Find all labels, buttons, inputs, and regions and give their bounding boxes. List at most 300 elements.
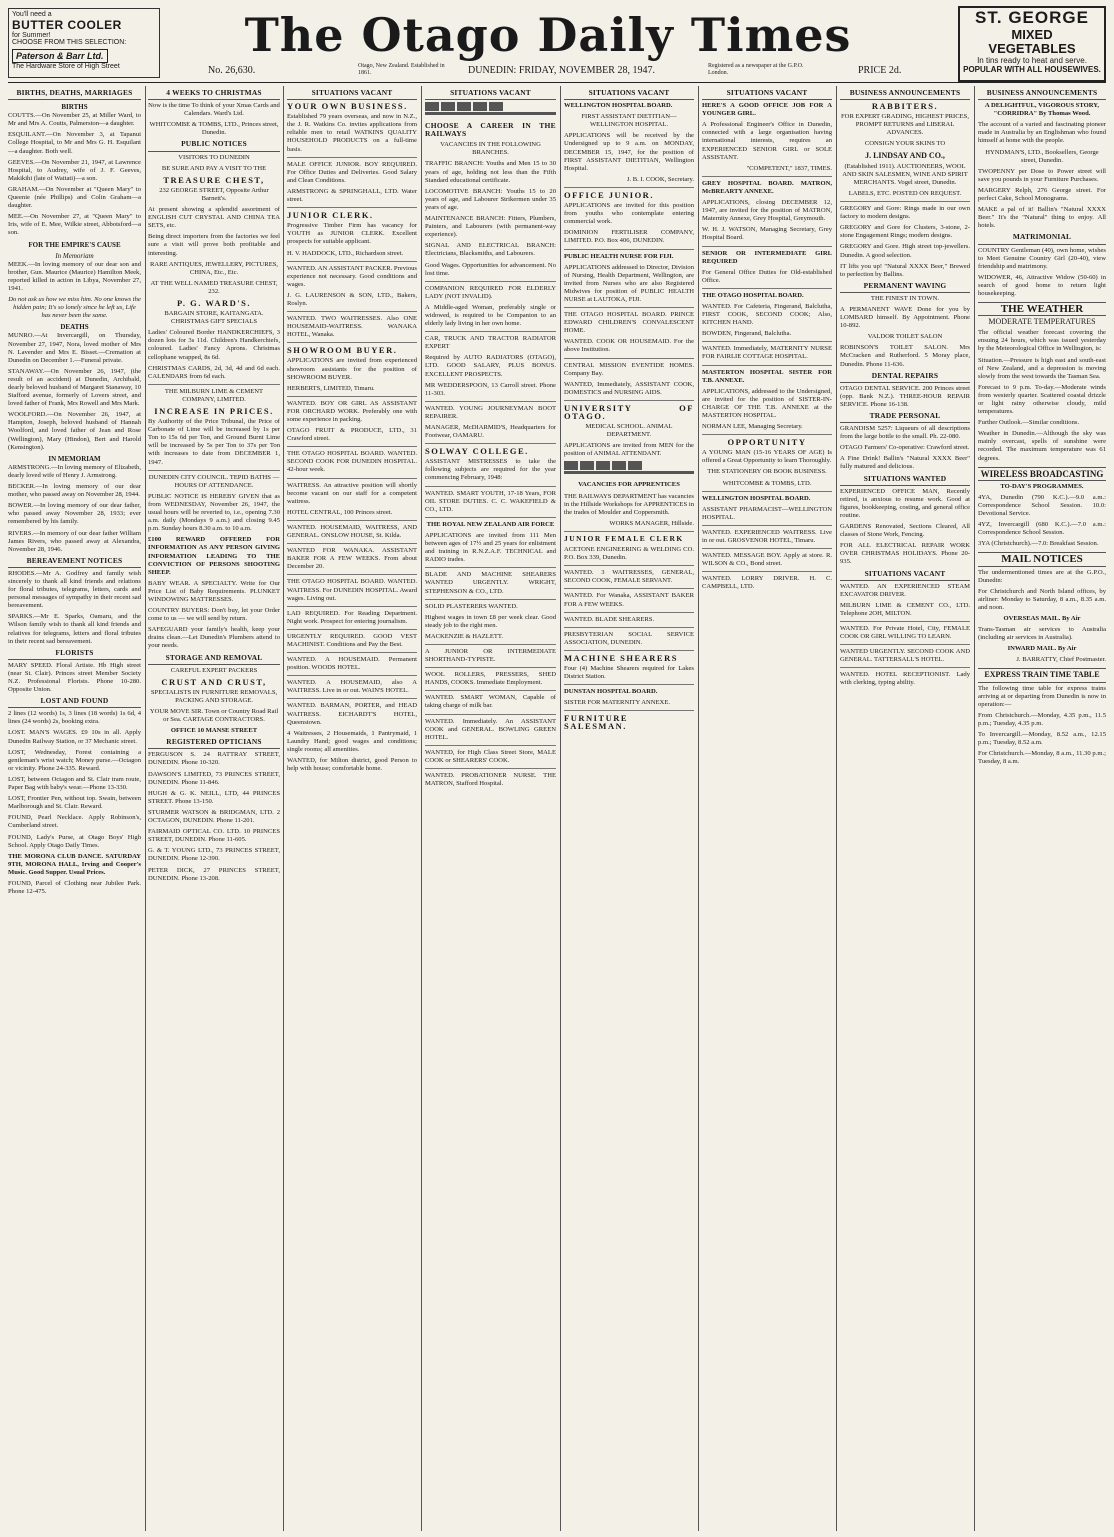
divider: [702, 288, 832, 289]
notice: Progressive Timber Firm has vacancy for YOUTH as JUNIOR CLERK. Excellent prospects for suitable applicant.: [287, 222, 417, 246]
ad-left-headline: BUTTER COOLER: [12, 18, 122, 32]
divider: [425, 401, 556, 402]
notice-title: OPPORTUNITY: [727, 437, 807, 448]
notice: URGENTLY REQUIRED. GOOD VEST MACHINIST. Conditions and Pay the Best.: [287, 632, 417, 648]
divider: [287, 261, 417, 262]
notice: MARGERY Relph, 276 George street. For perfect Cake, School Monograms.: [978, 186, 1106, 203]
column-7: [840, 86, 970, 1531]
notice: INWARD MAIL. By Air: [1007, 645, 1077, 653]
notice: PUBLIC NOTICE IS HEREBY GIVEN that as from WEDNESDAY, November 26, 1947, the usual hours will be reverted to, i.e., opening 7.30 a.m. daily (Mondays 9 a.m.) and closing 9.45 p.m. Sunday hours 8.30 a.m. to 10 a.m.: [148, 492, 280, 533]
notice: BARGAIN STORE, KAITANGATA. CHRISTMAS GIFT SPECIALS: [164, 310, 264, 326]
divider: [564, 650, 694, 651]
notice: WAITRESS. An attractive position will shortly become vacant on our staff for a competent waitress.: [287, 481, 417, 505]
notice: WHITCOMBE & TOMBS, LTD., Princes street, Dunedin.: [149, 121, 279, 137]
divider: [840, 621, 970, 622]
divider: [425, 281, 556, 282]
notice: LOST, Frontier Pen, without top. Swain, between Marlborough and St. Clair. Reward.: [8, 795, 141, 811]
notice: For General Office Duties for Old-established Office.: [702, 268, 832, 284]
notice: HYNDMAN'S, LTD., Booksellers, George street, Dunedin.: [985, 148, 1099, 164]
notice: THE OTAGO HOSPITAL BOARD.: [702, 291, 804, 299]
notice: A JUNIOR OR INTERMEDIATE SHORTHAND-TYPISTE.: [425, 647, 556, 664]
divider: [564, 187, 694, 188]
notice: FERGUSON S. 24 RATTRAY STREET, DUNEDIN. Phone 10-320.: [148, 751, 280, 767]
divider: [564, 612, 694, 613]
notice-title: P. G. WARD'S.: [176, 297, 252, 308]
notice: THE RAILWAYS DEPARTMENT has vacancies in the Hillside Workshops for APPRENTICES in the trades of Moulder and Coppersmith.: [564, 492, 694, 516]
notice: £100 REWARD OFFERED FOR INFORMATION AS ANY PERSON GIVING INFORMATION LEADING TO THE CONVICTION OF PERSONS SHOOTING SHEEP.: [148, 536, 280, 576]
notice: SISTER FOR MATERNITY ANNEXE.: [564, 699, 670, 707]
divider: [564, 588, 694, 589]
divider: [148, 470, 280, 471]
notice: WORKS MANAGER, Hillside.: [609, 519, 694, 527]
notice: VACANCIES IN THE FOLLOWING BRANCHES.: [440, 141, 541, 157]
notice: MUNRO.—At Invercargill, on Thursday, November 27, 1947, Nora, loved mother of Mrs N. Lavender and Mrs E. Bisset.—Cremation at Dunedin on December 1.—Funeral private.: [8, 332, 141, 364]
divider: [287, 478, 417, 479]
notice: APPLICATIONS, addressed to the Undersigned, are invited for the position of SISTER-IN-CHARGE OF THE T.B. ANNEXE at the MASTERTON HOSPITAL.: [702, 387, 832, 419]
ad-right-line: VEGETABLES: [988, 41, 1076, 56]
ad-left-brand: Paterson & Barr Ltd.: [12, 49, 108, 63]
notice: MEEK.—In loving memory of our dear son and brother, Gun. Maurice (Maurice) Hamilton Meek, reported killed in action in Libya, November 27, 1941.: [8, 260, 141, 292]
notice: COMPANION REQUIRED FOR ELDERLY LADY (NOT INVALID).: [425, 284, 556, 300]
notice: A PERMANENT WAVE Done for you by LOMBARD himself. By Appointment. Phone 10-892.: [840, 305, 970, 330]
notice: MR WEDDERSPOON, 13 Carroll street. Phone 11-303.: [425, 381, 556, 397]
notice: J. BARRATTY, Chief Postmaster.: [1016, 656, 1106, 664]
column-8: [978, 86, 1106, 1531]
notice: WANTED. SMART YOUTH, 17-18 Years, FOR OIL STORE DUTIES. C. C. WAKEFIELD & CO., LTD.: [425, 489, 556, 513]
notice: Being direct importers from the factories we feel sure a visit will prove both profitable and interesting.: [148, 233, 280, 257]
notice: SOLID PLASTERERS WANTED.: [425, 602, 518, 610]
notice: Trans-Tasman air services to Australia (including air services in Australia).: [978, 626, 1106, 642]
notice: J. B. I. COOK, Secretary.: [626, 175, 694, 183]
notice: HOTEL CENTRAL, 100 Princes street.: [287, 508, 393, 516]
notice: By Authority of the Price Tribunal, the Price of Carbonate of Lime will be increased by 1s per Ton to 15s 6d per Ton, and Ground Burnt Lime will be increased by 5s per Ton to 37s per Ton with increases to date from DECEMBER 1, 1947.: [148, 418, 280, 466]
notice: ASSISTANT MISTRESSES to take the following subjects are required for the year commencing February, 1948:: [425, 458, 556, 482]
divider: [425, 331, 556, 332]
notice: THE OTAGO HOSPITAL BOARD. WANTED. WAITRESS. For DUNEDIN HOSPITAL. Award wages. Living out.: [287, 578, 417, 602]
notice: SIGNAL AND ELECTRICAL BRANCH: Electricians, Blacksmiths, and Labourers.: [425, 242, 556, 258]
notice: STANAWAY.—On November 26, 1947, (the result of an accident) at Dunedin, Archibald, dearly beloved husband of Margaret Stanaway, 10 Stafford avenue, formerly of Lovers street, and loved father of Frank, Mrs Rowell and Mrs Mark.: [8, 367, 141, 408]
notice: IT lifts you up! "Natural XXXX Beer," Brewed to perfection by Ballins.: [840, 262, 970, 278]
subheading: IN MEMORIAM: [48, 454, 101, 463]
notice: ARMSTRONG & SPRINGHALL, LTD. Water street.: [287, 187, 417, 204]
subheading: In Memoriam: [55, 251, 94, 260]
notice: WANTED. COOK OR HOUSEMAID. For the above Institution.: [564, 338, 694, 354]
notice: OVERSEAS MAIL. By Air: [1003, 614, 1081, 622]
divider: [425, 486, 556, 487]
divider: [287, 157, 417, 158]
notice: Established 79 years overseas, and now in N.Z., the J. R. Watkins Co. invites applications from reliable men to retail WATKINS QUALITY HOUSEHOLD PRODUCTS on a full-time basis.: [287, 113, 417, 153]
ad-left-line: CHOOSE FROM THIS SELECTION:: [12, 39, 127, 46]
notice: WANTED. BLADE SHEARERS.: [564, 615, 655, 623]
notice: DUNEDIN CITY COUNCIL. TEPID BATHS — HOURS OF ATTENDANCE.: [148, 473, 280, 489]
notice: ROBINSON'S TOILET SALON. Mrs McCracken and Rutherford. 5 Moray place, Dunedin. Phone 11-636.: [840, 344, 970, 368]
column-rule: [283, 86, 284, 1531]
notice: WANTED. Immediately. An ASSISTANT COOK and GENERAL. BOWLING GREEN HOTEL.: [425, 717, 556, 741]
notice: WANTED. AN ASSISTANT PACKER. Previous experience not necessary. Good conditions and wages.: [287, 264, 417, 288]
notice: THE MILBURN LIME & CEMENT COMPANY, LIMITED.: [164, 387, 264, 403]
notice: WANTED. A HOUSEMAID, also A WAITRESS. Live in or out. WAIN'S HOTEL.: [287, 679, 417, 695]
newspaper-title: The Otago Daily Times: [244, 8, 852, 62]
section-heading: BEREAVEMENT NOTICES: [8, 557, 141, 568]
divider: [564, 307, 694, 308]
notice-title: SHOWROOM BUYER.: [287, 345, 398, 356]
notice-title: TREASURE CHEST,: [163, 174, 265, 185]
notice: COUTTS.—On November 25, at Miller Ward, to Mr and Mrs A. Coutts, Palmerston—a daughter.: [8, 112, 141, 128]
st-george-ad: [958, 6, 1106, 82]
notice: ASSISTANT PHARMACIST—WELLINGTON HOSPITAL.: [702, 505, 832, 521]
divider: [287, 396, 417, 397]
section-heading: MATRIMONIAL: [978, 233, 1106, 244]
ad-left-line: You'll need a: [12, 11, 52, 18]
divider: [425, 517, 556, 518]
section-heading: SITUATIONS VACANT: [702, 89, 832, 100]
notice: MANAGER, McDIARMID'S, Headquarters for Footwear, OAMARU.: [425, 424, 556, 440]
notice: Four (4) Machine Shearers required for Lakes District Station.: [564, 664, 694, 681]
notice: 4YZ, Invercargill (680 K.C.).—7.0 a.m.: Correspondence School Session.: [978, 521, 1106, 537]
notice: RHODES.—Mr A. Godfrey and family wish sincerely to thank all kind friends and relations for floral tributes, telegrams, letters, cards and personal messages of sympathy in their recent sad bereavement.: [8, 569, 141, 610]
divider: [702, 365, 832, 366]
notice: WHITCOMBE & TOMBS, LTD.: [722, 479, 812, 487]
notice: WANTED. For Wanaka, ASSISTANT BAKER FOR A FEW WEEKS.: [564, 592, 694, 608]
notice: THE MORONA CLUB DANCE. SATURDAY 9TH, MORONA HALL, Irving and Cooper's Music. Good Supper. Usual Prices.: [8, 852, 141, 876]
notice: MACKENZIE & HAZLETT.: [425, 632, 504, 640]
divider: [287, 606, 417, 607]
notice: OTAGO Farmers' Co-operative: Crawford street.: [840, 444, 970, 452]
notice: APPLICATIONS addressed to Director, Division of Nursing, Health Department, Wellington, are invited from Nurses who are also Registered Midwives for position of PUBLIC HEALTH NURSE at LAUTOKA, FIJI.: [564, 263, 694, 303]
notice: "COMPETENT," 1837, TIMES.: [746, 164, 832, 172]
divider: [425, 690, 556, 691]
train-heading: EXPRESS TRAIN TIME TABLE: [978, 668, 1106, 682]
notice: J. LINDSAY AND CO.,: [865, 150, 945, 160]
notice: FOUND, Pearl Necklace. Apply Robinson's, Cumberland street.: [8, 814, 141, 830]
price: PRICE 2d.: [858, 65, 902, 76]
notice: RIVERS.—In memory of our dear father William James Rivers, who passed away at Alexandra, November 28, 1946.: [8, 529, 141, 553]
column-rule: [836, 86, 837, 1531]
section-heading: TRADE PERSONAL: [840, 412, 970, 423]
notice: BE SURE AND PAY A VISIT TO THE: [161, 164, 267, 172]
section-heading: SITUATIONS VACANT: [287, 89, 417, 100]
column-2: [148, 86, 280, 1531]
notice: LOST, between Octagon and St. Clair tram route, Paper Bag with baby's wear.—Phone 13-330.: [8, 775, 141, 792]
divider: [287, 629, 417, 630]
notice: THE OTAGO HOSPITAL BOARD. WANTED. SECOND COOK FOR DUNEDIN HOSPITAL. 42-hour week.: [287, 450, 417, 474]
notice: MARY SPEED. Floral Artiste. Hb High street (near St. Clair). Princes street Member Society N.Z. Professional Florists. Phone 10-280. Opposite Union.: [8, 661, 141, 694]
section-heading: SITUATIONS VACANT: [840, 570, 970, 581]
divider: [702, 176, 832, 177]
notice: WANTED. For Cafeteria, Fingerand, Balclutha, FIRST COOK, SECOND COOK; Also, KITCHEN HAND.: [702, 302, 832, 327]
notice: For Christchurch.—Monday, 8 a.m., 11.30 p.m.; Tuesday, 8 a.m.: [978, 750, 1106, 766]
notice: The official weather forecast covering the ensuing 24 hours, which was issued yesterday by the Meteorological Office in Wellington, is:: [978, 329, 1106, 353]
mail-heading: MAIL NOTICES: [978, 552, 1106, 566]
date-line: DUNEDIN: FRIDAY, NOVEMBER 28, 1947.: [468, 65, 655, 76]
notice: WANTED. 3 WAITRESSES, GENERAL, SECOND COOK, FEMALE SERVANT.: [564, 569, 694, 585]
notice: GREGORY and Gore for Clusters, 3-stone, 2-stone Engagement Rings; modern designs.: [840, 224, 970, 240]
notice: BOWER.—In loving memory of our dear father, who passed away November 28, 1933; ever remembered by his family.: [8, 502, 141, 526]
divider: [287, 675, 417, 676]
notice: GARDENS Renovated, Sections Cleared, All classes of Stone Work, Fencing.: [840, 523, 970, 539]
notice: CENTRAL MISSION EVENTIDE HOMES. Company Bay.: [564, 361, 694, 377]
section-heading: REGISTERED OPTICIANS: [148, 738, 280, 749]
notice: COUNTRY BUYERS: Don't buy, let your Order come to us — we will send by return.: [148, 607, 280, 623]
notice: WANTED. SMART WOMAN, Capable of taking charge of milk bar.: [425, 694, 556, 710]
notice-title: CHOOSE A CAREER IN THE RAILWAYS: [425, 121, 556, 139]
notice: At present showing a splendid assortment of ENGLISH CUT CRYSTAL AND CHINA TEA SETS, etc.: [148, 206, 280, 230]
notice: PUBLIC HEALTH NURSE FOR FIJI.: [564, 252, 674, 260]
notice-title: CRUST AND CRUST,: [161, 676, 267, 687]
issue-number: No. 26,630.: [208, 65, 256, 76]
notice: STURMER WATSON & BRIDGMAN, LTD. 2 OCTAGON, DUNEDIN. Phone 11-201.: [148, 808, 280, 825]
column-rule: [560, 86, 561, 1531]
section-heading: STORAGE AND REMOVAL: [148, 654, 280, 665]
divider: [425, 768, 556, 769]
weather-heading: THE WEATHER: [978, 302, 1106, 316]
notice: DAWSON'S LIMITED, 73 PRINCES STREET, DUNEDIN. Phone 11-846.: [148, 770, 280, 786]
notice: WANTED. BOY OR GIRL AS ASSISTANT FOR ORCHARD WORK. Preferably one with some experience in packing.: [287, 399, 417, 423]
divider: [840, 644, 970, 645]
divider: [840, 667, 970, 668]
notice-title: FURNITURE SALESMAN.: [564, 713, 629, 732]
section-heading: BUSINESS ANNOUNCEMENTS: [840, 89, 970, 100]
masthead-rule: [8, 82, 1106, 83]
notice: TO-DAY'S PROGRAMMES.: [1000, 482, 1084, 490]
ad-right-line: In tins ready to heat and serve.: [977, 56, 1087, 65]
ad-left-line: for Summer!: [12, 32, 51, 39]
notice: WOOLFORD.—On November 26, 1947, at Hampton, Joseph, beloved husband of Hannah Woolford, and loved father of Jean and Rose (Wellington), Mary (Hindon), Bert and Harold (Kensington).: [8, 411, 141, 451]
notice: GRAHAM.—On November at "Queen Mary" to Queenie (née Phillips) and Colin Graham—a daughter.: [8, 185, 141, 210]
notice: LABELS, ETC. POSTED ON REQUEST.: [848, 189, 962, 197]
notice: DOMINION FERTILISER COMPANY, LIMITED. P.O. Box 406, DUNEDIN.: [564, 229, 694, 245]
notice: Forecast to 9 p.m. To-day.—Moderate winds from westerly quarter. Scattered coastal drizzle or light rainy otherwise cloudy, mild temperatures.: [978, 383, 1106, 416]
notice: THE FINEST IN TOWN.: [870, 294, 940, 302]
ad-left-line: The Hardware Store of High Street: [12, 63, 120, 70]
notice: H. V. HADDOCK, LTD., Richardson street.: [287, 249, 404, 257]
masthead: [8, 6, 1106, 80]
notice: WANTED FOR WANAKA. ASSISTANT BAKER FOR A FEW WEEKS. From about December 20.: [287, 547, 417, 571]
notice: HUGH & G. K. NEILL, LTD, 44 PRINCES STREET. Phone 13-150.: [148, 789, 280, 805]
section-heading: PERMANENT WAVING: [840, 282, 970, 293]
notice: ARMSTRONG.—In loving memory of Elizabeth, dearly loved wife of Henry J. Armstrong.: [8, 463, 141, 479]
notice: COUNTRY Gentleman (40), own home, wishes to Meet Genuine Country Girl (20-40), view friendship and matrimony.: [978, 246, 1106, 270]
divider: [287, 311, 417, 312]
notice: From Christchurch.—Monday, 4.35 p.m., 11.5 p.m.; Tuesday, 4.35 p.m.: [978, 711, 1106, 727]
notice: J. G. LAURENSON & SON, LTD., Bakers, Roslyn.: [287, 291, 417, 307]
divider: [702, 341, 832, 342]
notice: CAR, TRUCK AND TRACTOR RADIATOR EXPERT: [425, 335, 556, 351]
divider: [287, 574, 417, 575]
notice-title: OFFICE JUNIOR.: [564, 189, 654, 200]
notice: CONSIGN YOUR SKINS TO: [864, 140, 946, 148]
notice: 4YA, Dunedin (790 K.C.).—9.0 a.m.: Correspondence School Session. 10.0: Devotional Service.: [978, 493, 1106, 518]
divider: [287, 207, 417, 208]
notice: CAREFUL EXPERT PACKERS: [170, 666, 258, 674]
notice: 232 GEORGE STREET, Opposite Arthur Barnett's.: [159, 186, 269, 202]
notice: WANTED. YOUNG JOURNEYMAN BOOT REPAIRER.: [425, 404, 556, 420]
divider: [425, 443, 556, 444]
notice: WIDOWER, 46, Attractive Widow (50-60) in search of good home to return light housekeeping.: [978, 273, 1106, 297]
notice: WANTED. A HOUSEMAID. Permanent position. WOODS HOTEL.: [287, 656, 417, 672]
notice: OFFICE 10 MANSE STREET: [170, 727, 258, 735]
divider: [287, 652, 417, 653]
notice: SAFEGUARD your family's health, keep your drains clean.—Let Dunedin's Plumbers attend to your needs.: [148, 626, 280, 650]
dateline: [168, 60, 928, 80]
notice: ACETONE ENGINEERING & WELDING CO. P.O. Box 339, Dunedin.: [564, 546, 694, 562]
registration-note: Registered as a newspaper at the G.P.O. London.: [708, 63, 804, 76]
railway-train-illustration: [425, 102, 556, 120]
notice-title: UNIVERSITY OF OTAGO.: [564, 402, 694, 421]
notice: A Professional Engineer's Office in Dunedin, connected with a large organisation having international interests, requires an EXPERIENCED SENIOR GIRL or SOLE ASSISTANT.: [702, 121, 832, 161]
column-rule: [974, 86, 975, 1531]
notice: The account of a varied and fascinating pioneer made in Australia by an Englishman who found himself at home with the people.: [978, 121, 1106, 145]
notice: Ladies' Coloured Border HANDKERCHIEFS, 3 dozen lots for 3s 11d. Children's Handkerchiefs, coloured. Ladies' Fancy Aprons. Christmas cellophane wrapped, 8s 6d.: [148, 329, 280, 361]
notice: Required by AUTO RADIATORS (OTAGO), LTD. GOOD SALARY, PLUS BONUS. EXCELLENT PROSPECTS.: [425, 354, 556, 378]
divider: [425, 567, 556, 568]
notice: WANTED. AN EXPERIENCED STEAM EXCAVATOR DRIVER.: [840, 582, 970, 598]
notice: FOR ALL ELECTRICAL REPAIR WORK OVER CHRISTMAS HOLIDAYS. Phone 20-935.: [840, 542, 970, 566]
notice: WANTED. HOUSEMAID, WAITRESS, AND GENERAL. ONSLOW HOUSE, St. Kilda.: [287, 523, 417, 540]
column-5: [564, 86, 694, 1531]
column-6: [702, 86, 832, 1531]
notice: For Christchurch and North Island offices, by airliner: Monday to Saturday, 8 a.m., 8.35 a.m. and noon.: [978, 587, 1106, 611]
notice: DUNSTAN HOSPITAL BOARD.: [564, 688, 658, 696]
divider: [702, 548, 832, 549]
notice: A Fine Drink! Ballin's "Natural XXXX Beer" fully matured and delicious.: [840, 455, 970, 471]
notice: MEE.—On November 27, at "Queen Mary" to Iris, wife of E. Mee, Wilkie street, Abbotsford—a son.: [8, 213, 141, 237]
notice: MAINTENANCE BRANCH: Fitters, Plumbers, Painters, and Labourers (with permanent-way experience).: [425, 215, 556, 239]
divider: [287, 446, 417, 447]
notice: OTAGO FRUIT & PRODUCE, LTD., 31 Crawford street.: [287, 427, 417, 443]
notice: WANTED. PROBATIONER NURSE. THE MATRON, Stafford Hospital.: [425, 772, 556, 788]
divider: [564, 627, 694, 628]
established: Otago, New Zealand. Established in 1861.: [358, 63, 445, 76]
notice: BABY WEAR. A SPECIALTY. Write for Our Price List of Baby Requirements. PLUNKET WINDOWING MATTRESSES.: [148, 579, 280, 603]
notice: HERE'S A GOOD OFFICE JOB FOR A YOUNGER GIRL.: [702, 102, 832, 118]
notice: GEEVES.—On November 21, 1947, at Lawrence Hospital, to Audrey, wife of J. F. Geeves, Makikihi (late of Waitati)—a son.: [8, 158, 141, 182]
notice: A Middle-aged Woman, preferably single or widowed, is required to be Companion to an elderly lady living in her own home.: [425, 303, 556, 328]
notice: Situation.—Pressure is high east and south-east of New Zealand, and a depression is moving slowly from the west towards the Tasman Sea.: [978, 356, 1106, 380]
notice: GREY HOSPITAL BOARD. MATRON, McBREARTY ANNEXE.: [702, 179, 832, 195]
notice: FOUND, Lady's Purse, at Otago Boys' High School. Apply Otago Daily Times.: [8, 833, 141, 849]
notice: FOUND, Parcel of Clothing near Jubilee Park. Phone 12-475.: [8, 879, 141, 896]
notice: Good Wages. Opportunities for advancement. No lost time.: [425, 261, 556, 277]
notice: LOST. MAN'S WAGES. £9 10s in all. Apply Dunedin Railway Station, or 37 Mechanic street.: [8, 729, 141, 745]
notice: To Invercargill.—Monday, 8.52 a.m., 12.15 p.m.; Tuesday, 8.52 a.m.: [978, 731, 1106, 747]
section-heading: FLORISTS: [8, 649, 141, 660]
divider: [702, 571, 832, 572]
ad-right-line: MIXED: [1011, 27, 1053, 42]
section-heading: SITUATIONS VACANT: [425, 89, 556, 100]
divider: [702, 246, 832, 247]
divider: [564, 565, 694, 566]
section-heading: BIRTHS, DEATHS, MARRIAGES: [8, 89, 141, 100]
notice: MAKE a pal of it! Ballin's "Natural XXXX Beer." It's the "Natural" thing to enjoy. All hotels.: [978, 206, 1106, 230]
divider: [287, 698, 417, 699]
notice: BLADE AND MACHINE SHEARERS WANTED URGENTLY. WRIGHT, STEPHENSON & CO., LTD.: [425, 571, 556, 595]
notice: The undermentioned times are at the G.P.O., Dunedin:: [978, 568, 1106, 584]
notice: TWOPENNY per Dose to Power street will save you pounds in your Furniture Purchases.: [978, 167, 1106, 183]
notice: APPLICATIONS are invited for this position from youths who contemplate entering commercial work.: [564, 202, 694, 226]
notice: WANTED. Immediately, MATERNITY NURSE FOR FAIRLIE COTTAGE HOSPITAL.: [702, 345, 832, 361]
divider: [564, 531, 694, 532]
notice: ESQUILANT.—On November 3, at Tapanui College Hospital, to Mr and Mrs G. H. Esquilant—a daughter. Both well.: [8, 131, 141, 155]
section-heading: DENTAL REPAIRS: [840, 372, 970, 383]
notice: PETER DICK, 27 PRINCES STREET, DUNEDIN. Phone 13-208.: [148, 866, 280, 882]
notice: WOOL ROLLERS, PRESSERS, SHED HANDS, COOKS. Immediate Employment.: [425, 671, 556, 687]
divider: [425, 667, 556, 668]
notice: WANTED. HOTEL RECEPTIONIST. Lady with clerking, typing ability.: [840, 671, 970, 687]
notice: WANTED. EXPERIENCED WAITRESS. Live in or out. GROSVENOR HOTEL, Timaru.: [702, 528, 832, 545]
notice: NORMAN LEE, Managing Secretary.: [702, 423, 803, 431]
verse: Do not ask us how we miss him. No one knows the hidden pain; It's so lonely since he left us, Life has never been the same.: [8, 296, 141, 320]
divider: [287, 342, 417, 343]
notice: VALDOR TOILET SALON: [867, 333, 943, 341]
notice: APPLICATIONS are invited from MEN for the position of ANIMAL ATTENDANT.: [564, 442, 694, 458]
section-heading: 4 WEEKS TO CHRISTMAS: [148, 89, 280, 100]
notice: MEDICAL SCHOOL. ANIMAL DEPARTMENT.: [585, 423, 673, 439]
divider: [425, 714, 556, 715]
divider: [425, 599, 556, 600]
notice: GREGORY and Gore: Rings made in our own factory to modern designs.: [840, 205, 970, 221]
notice: GREGORY and Gore. High street top-jewellers. Dunedin. A good selection.: [840, 243, 970, 259]
notice: BOWDEN, Fingerand, Balclutha.: [702, 330, 792, 338]
notice: SPARKS.—Mr E. Sparks, Oamaru, and the Wilson family wish to thank all kind friends and relatives for telegrams, letters and floral tributes in their recent sad bereavement.: [8, 613, 141, 645]
notice: MASTERTON HOSPITAL SISTER FOR T.B. ANNEXE.: [702, 368, 832, 384]
notice: THE STATIONERY OR BOOK BUSINESS.: [707, 468, 827, 476]
notice: BECKER.—In loving memory of our dear mother, who passed away on November 28, 1944.: [8, 483, 141, 499]
section-heading: SITUATIONS WANTED: [840, 475, 970, 486]
notice: AT THE WELL NAMED TREASURE CHEST, 232.: [150, 279, 278, 295]
notice: WANTED, Immediately, ASSISTANT COOK, DOMESTICS and NURSING AIDS.: [564, 380, 694, 396]
notice: EXPERIENCED OFFICE MAN, Recently retired, is anxious to resume work. Good at figures, bookkeeping, costing, and general office routine.: [840, 487, 970, 519]
notice: Further Outlook.—Similar conditions.: [978, 419, 1080, 427]
section-heading: BUSINESS ANNOUNCEMENTS: [978, 89, 1106, 100]
ad-right-headline: ST. GEORGE: [975, 8, 1089, 27]
notice: WANTED. For Private Hotel, City, FEMALE COOK OR GIRL WILLING TO LEARN.: [840, 624, 970, 641]
column-rule: [421, 86, 422, 1531]
notice-title: MACHINE SHEARERS: [564, 652, 678, 663]
column-rule: [698, 86, 699, 1531]
railway-train-illustration: [564, 461, 694, 479]
notice: WANTED. MESSAGE BOY. Apply at store. R. WILSON & CO., Bond street.: [702, 552, 832, 568]
wireless-heading: WIRELESS BROADCASTING: [978, 467, 1106, 481]
section-heading: LOST AND FOUND: [8, 697, 141, 708]
notice: LOCOMOTIVE BRANCH: Youths 15 to 20 years of age, and Labourer Strikermen under 35 years of age.: [425, 187, 556, 211]
notice: MALE OFFICE JUNIOR. BOY REQUIRED. For Office Duties and Deliveries. Good Salary and Clean Conditions.: [287, 160, 417, 184]
notice-title: JUNIOR CLERK.: [287, 210, 374, 221]
notice: VACANCIES FOR APPRENTICES: [578, 481, 680, 489]
notice: A DELIGHTFUL, VIGOROUS STORY, "CORRIDRA" By Thomas Wood.: [984, 102, 1100, 118]
divider: [702, 525, 832, 526]
notice-title: INCREASE IN PRICES.: [154, 406, 274, 416]
notice: RARE ANTIQUES, JEWELLERY, PICTURES, CHINA, Etc., Etc.: [149, 260, 279, 276]
section-heading: SITUATIONS VACANT: [564, 89, 694, 100]
notice: THE ROYAL NEW ZEALAND AIR FORCE: [426, 520, 555, 528]
notice: WELLINGTON HOSPITAL BOARD.: [702, 494, 811, 502]
column-4: [425, 86, 556, 1531]
notice: LOST, Wednesday, Forest containing a gentleman's wrist watch; Money purse.—Octagon or vicinity. Phone 24-335. Reward.: [8, 748, 141, 772]
notice: THE OTAGO HOSPITAL BOARD. PRINCE EDWARD CHILDREN'S CONVALESCENT HOME.: [564, 311, 694, 335]
notice: OTAGO DENTAL SERVICE. 200 Princes street (opp. Bank N.Z.). THREE-HOUR REPAIR SERVICE. Phone 16-138.: [840, 384, 970, 408]
notice: FIRST ASSISTANT DIETITIAN—WELLINGTON HOSPITAL.: [581, 113, 677, 129]
divider: [148, 384, 280, 385]
weather-subheading: MODERATE TEMPERATURES: [988, 317, 1096, 327]
notice-title: RABBITERS.: [871, 101, 939, 112]
notice: The following time table for express trains arriving at or departing from Dunedin is now in operation:—: [978, 684, 1106, 708]
notice: CHRISTMAS CARDS, 2d, 3d, 4d and 6d each. CALENDARS from 6d each.: [148, 364, 280, 380]
notice: 2 lines (12 words) 1s, 3 lines (18 words) 1s 6d, 4 lines (24 words) 2s, booking extra.: [8, 710, 141, 726]
notice: G. & T. YOUNG LTD., 73 PRINCES STREET, DUNEDIN. Phone 12-390.: [148, 847, 280, 863]
divider: [564, 710, 694, 711]
notice: SPECIALISTS IN FURNITURE REMOVALS, PACKING AND STORAGE.: [150, 688, 278, 704]
